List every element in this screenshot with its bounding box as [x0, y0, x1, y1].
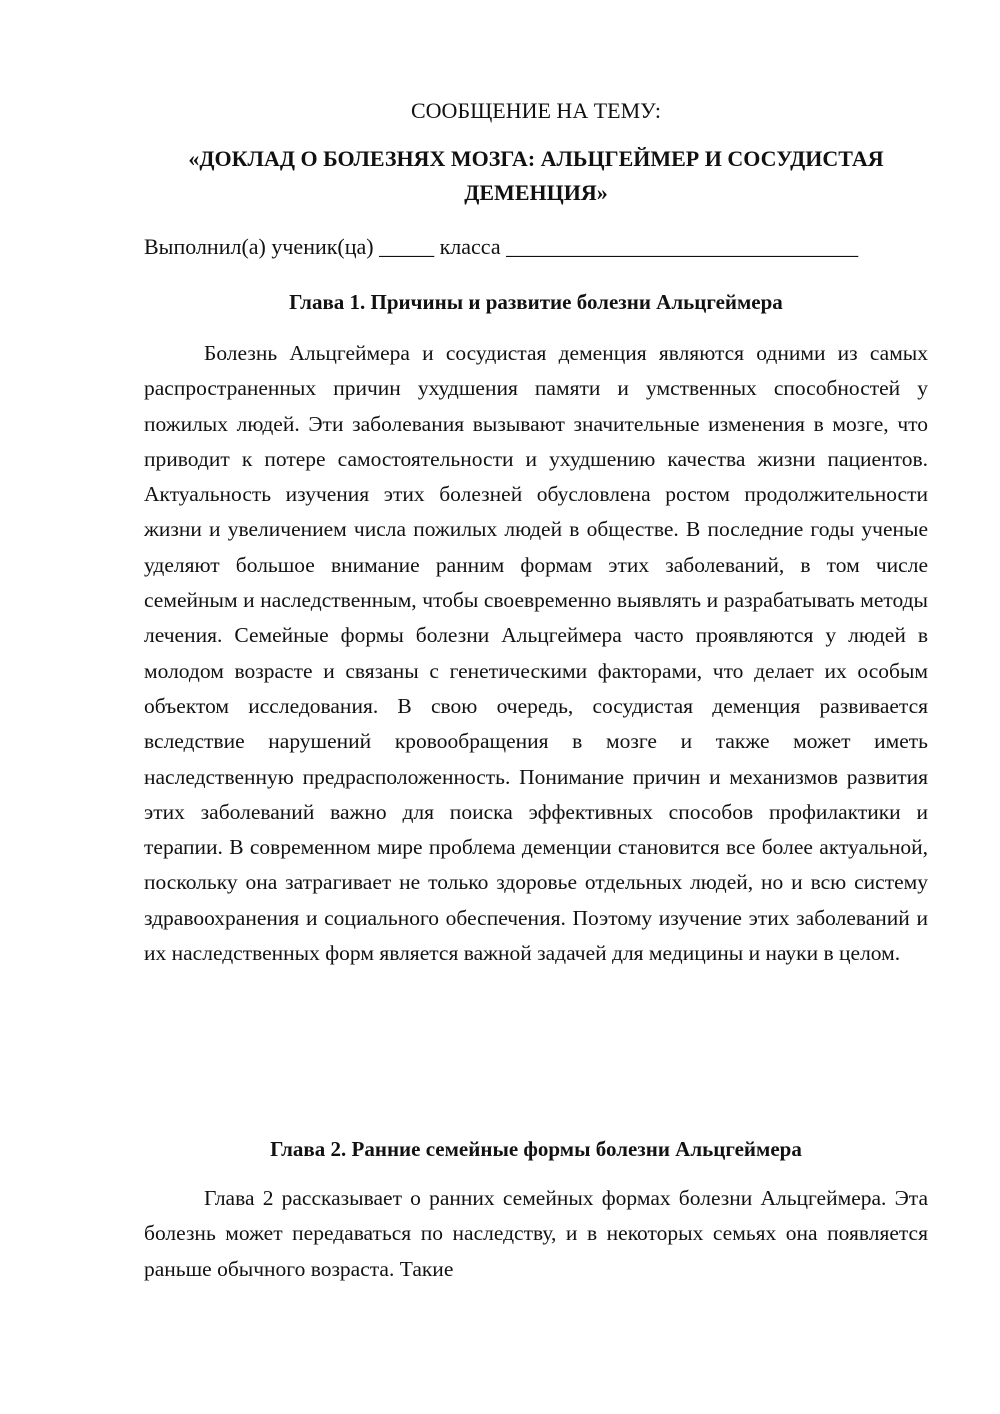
- chapter-2-paragraph: Глава 2 рассказывает о ранних семейных формах болезни Альцгеймера. Эта болезнь может передаваться по наследству, и в некоторых семьях она появляется раньше обычного возраста. Такие: [144, 1186, 928, 1281]
- author-line: Выполнил(а) ученик(ца) _____ класса ________________________________: [144, 234, 859, 259]
- subject-line: СООБЩЕНИЕ НА ТЕМУ:: [411, 98, 661, 123]
- chapter-1-paragraph: Болезнь Альцгеймера и сосудистая деменция являются одними из самых распространенных причин ухудшения памяти и умственных способностей у пожилых людей. Эти заболевания вызывают значительные изменения в мозге, что приводит к потере самостоятельности и ухудшению качества жизни пациентов. Актуальность изучения этих болезней обусловлена ростом продолжительности жизни и увеличением числа пожилых людей в обществе. В последние годы ученые уделяют большое внимание ранним формам этих заболеваний, в том числе семейным и наследственным, чтобы своевременно выявлять и разрабатывать методы лечения. Семейные формы болезни Альцгеймера часто проявляются у людей в молодом возрасте и связаны с генетическими факторами, что делает их особым объектом исследования. В свою очередь, сосудистая деменция развивается вследствие нарушений кровообращения в мозге и также может иметь наследственную предрасположенность. Понимание причин и механизмов развития этих заболеваний важно для поиска эффективных способов профилактики и терапии. В современном мире проблема деменции становится все более актуальной, поскольку она затрагивает не только здоровье отдельных людей, но и всю систему здравоохранения и социального обеспечения. Поэтому изучение этих заболеваний и их наследственных форм является важной задачей для медицины и науки в целом.: [144, 341, 928, 966]
- chapter-2-heading: Глава 2. Ранние семейные формы болезни Альцгеймера: [270, 1137, 802, 1161]
- document-title: «ДОКЛАД О БОЛЕЗНЯХ МОЗГА: АЛЬЦГЕЙМЕР И СОСУДИСТАЯ ДЕМЕНЦИЯ»: [188, 146, 884, 205]
- chapter-1-heading: Глава 1. Причины и развитие болезни Альцгеймера: [289, 290, 783, 314]
